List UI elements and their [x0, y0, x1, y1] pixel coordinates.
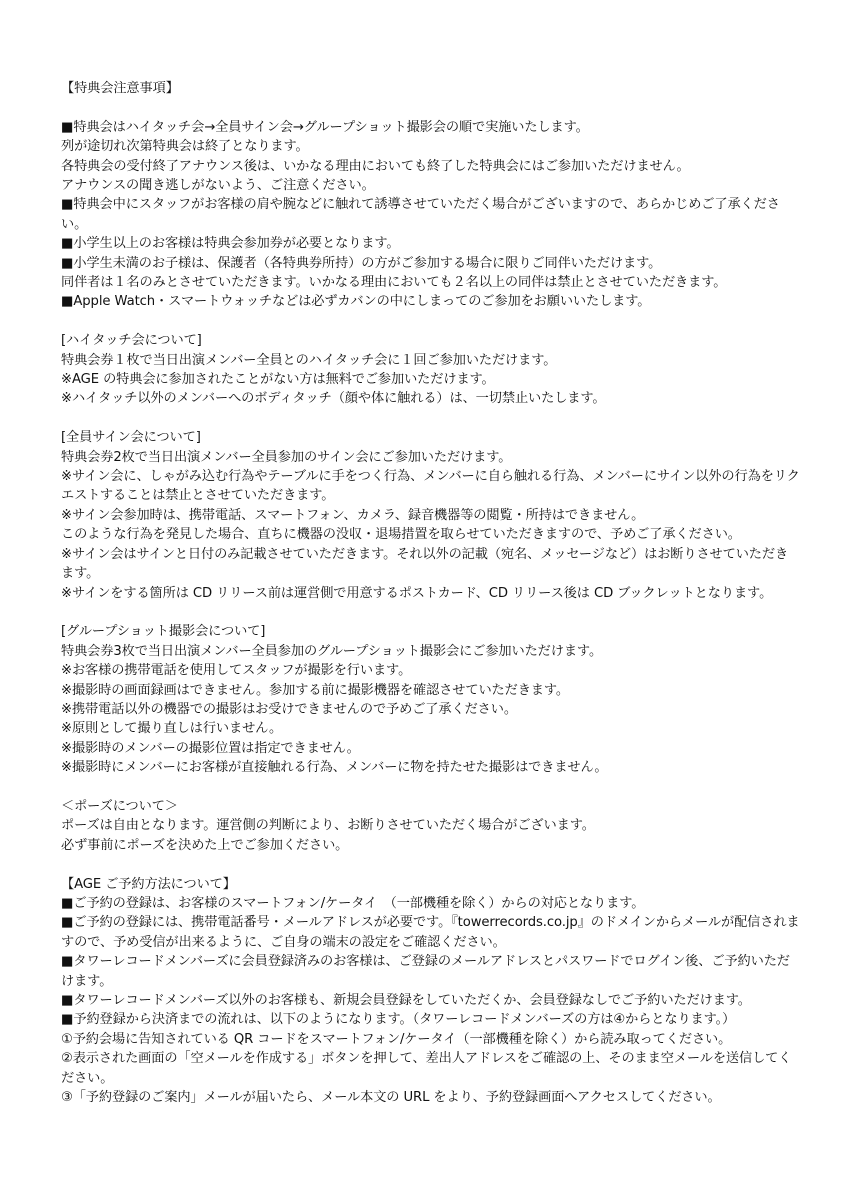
text-line: ポーズは自由となります。運営側の判断により、お断りさせていただく場合がございます。: [61, 818, 595, 834]
text-line: ■特典会中にスタッフがお客様の肩や腕などに触れて誘導させていただく場合がございますので、あらかじめご了承ください。: [61, 197, 780, 232]
text-line: ■ご予約の登録には、携帯電話番号・メールアドレスが必要です。『towerrecords.co.jp』のドメインからメールが配信されますので、予め受信が出来るように、ご自身の端末の設定をご確認ください。: [61, 915, 800, 950]
section-reservation: [61, 875, 801, 1108]
text-line: 特典会券3枚で当日出演メンバー全員参加のグループショット撮影会にご参加いただけます。: [61, 643, 603, 659]
section-heading: 【AGE ご予約方法について】: [61, 876, 236, 892]
text-line: ■小学生以上のお客様は特典会参加券が必要となります。: [61, 236, 400, 252]
text-line: 特典会券2枚で当日出演メンバー全員参加のサイン会にご参加いただけます。: [61, 449, 512, 465]
text-line: ①予約会場に告知されている QR コードをスマートフォン/ケータイ（一部機種を除く）から読み取ってください。: [61, 1031, 732, 1047]
text-line: ■Apple Watch・スマートウォッチなどは必ずカバンの中にしまってのご参加をお願いいたします。: [61, 294, 651, 310]
section-high-touch: [61, 331, 801, 409]
text-line: ③「予約登録のご案内」メールが届いたら、メール本文の URL をより、予約登録画面へアクセスしてください。: [61, 1090, 721, 1106]
text-line: ※サイン会はサインと日付のみ記載させていただきます。それ以外の記載（宛名、メッセージなど）はお断りさせていただきます。: [61, 546, 789, 582]
section-notice: [61, 79, 801, 312]
section-sign-event: [61, 428, 801, 603]
text-line: 同伴者は１名のみとさせていただきます。いかなる理由においても２名以上の同伴は禁止とさせていただきます。: [61, 275, 727, 291]
text-line: ※AGE の特典会に参加されたことがない方は無料でご参加いただけます。: [61, 372, 495, 388]
text-line: ※原則として撮り直しは行いません。: [61, 721, 283, 737]
text-line: 必ず事前にポーズを決めた上でご参加ください。: [61, 837, 349, 853]
section-heading: 【特典会注意事項】: [61, 81, 179, 96]
section-heading: [ハイタッチ会について]: [61, 333, 202, 349]
text-line: ※撮影時の画面録画はできません。参加する前に撮影機器を確認させていただきます。: [61, 682, 570, 698]
text-line: アナウンスの聞き逃しがないよう、ご注意ください。: [61, 178, 375, 194]
section-heading: [全員サイン会について]: [61, 430, 201, 446]
text-line: ※サインをする箇所は CD リリース前は運営側で用意するポストカード、CD リリース後は CD ブックレットとなります。: [61, 585, 773, 601]
section-pose: [61, 797, 801, 855]
text-line: このような行為を発見した場合、直ちに機器の没収・退場措置を取らせていただきますので、予めご了承ください。: [61, 527, 741, 543]
text-line: ■タワーレコードメンバーズ以外のお客様も、新規会員登録をしていただくか、会員登録なしでご予約いただけます。: [61, 993, 751, 1008]
text-line: ※サイン会に、しゃがみ込む行為やテーブルに手をつく行為、メンバーに自ら触れる行為、メンバーにサイン以外の行為をリクエストすることは禁止とさせていただきます。: [61, 469, 800, 504]
text-line: 特典会券１枚で当日出演メンバー全員とのハイタッチ会に１回ご参加いただけます。: [61, 352, 557, 368]
document-body: [61, 79, 801, 1107]
text-line: ※携帯電話以外の機器での撮影はお受けできませんので予めご了承ください。: [61, 701, 517, 717]
text-line: ※撮影時のメンバーの撮影位置は指定できません。: [61, 740, 360, 756]
text-line: ■タワーレコードメンバーズに会員登録済みのお客様は、ご登録のメールアドレスとパスワードでログイン後、ご予約いただけます。: [61, 954, 790, 989]
text-line: ※撮影時にメンバーにお客様が直接触れる行為、メンバーに物を持たせた撮影はできません。: [61, 760, 608, 776]
section-heading: ＜ポーズについて＞: [61, 798, 178, 814]
text-line: 列が途切れ次第特典会は終了となります。: [61, 139, 309, 155]
text-line: ※ハイタッチ以外のメンバーへのボディタッチ（顔や体に触れる）は、一切禁止いたします。: [61, 391, 606, 407]
text-line: 各特典会の受付終了アナウンス後は、いかなる理由においても終了した特典会にはご参加いただけません。: [61, 158, 690, 174]
text-line: ※サイン会参加時は、携帯電話、スマートフォン、カメラ、録音機器等の閲覧・所持はできません。: [61, 507, 645, 523]
text-line: ②表示された画面の「空メールを作成する」ボタンを押して、差出人アドレスをご確認の上、そのまま空メールを送信してください。: [61, 1051, 792, 1086]
section-group-shot: [61, 622, 801, 777]
text-line: ■予約登録から決済までの流れは、以下のようになります。（タワーレコードメンバーズの方は④からとなります。）: [61, 1012, 736, 1028]
text-line: ■ご予約の登録は、お客様のスマートフォン/ケータイ （一部機種を除く）からの対応となります。: [61, 895, 645, 911]
section-heading: [グループショット撮影会について]: [61, 624, 266, 640]
text-line: ■小学生未満のお子様は、保護者（各特典券所持）の方がご参加する場合に限りご同伴いただけます。: [61, 255, 662, 271]
text-line: ■特典会はハイタッチ会→全員サイン会→グループショット撮影会の順で実施いたします。: [61, 119, 589, 135]
text-line: ※お客様の携帯電話を使用してスタッフが撮影を行います。: [61, 663, 412, 679]
